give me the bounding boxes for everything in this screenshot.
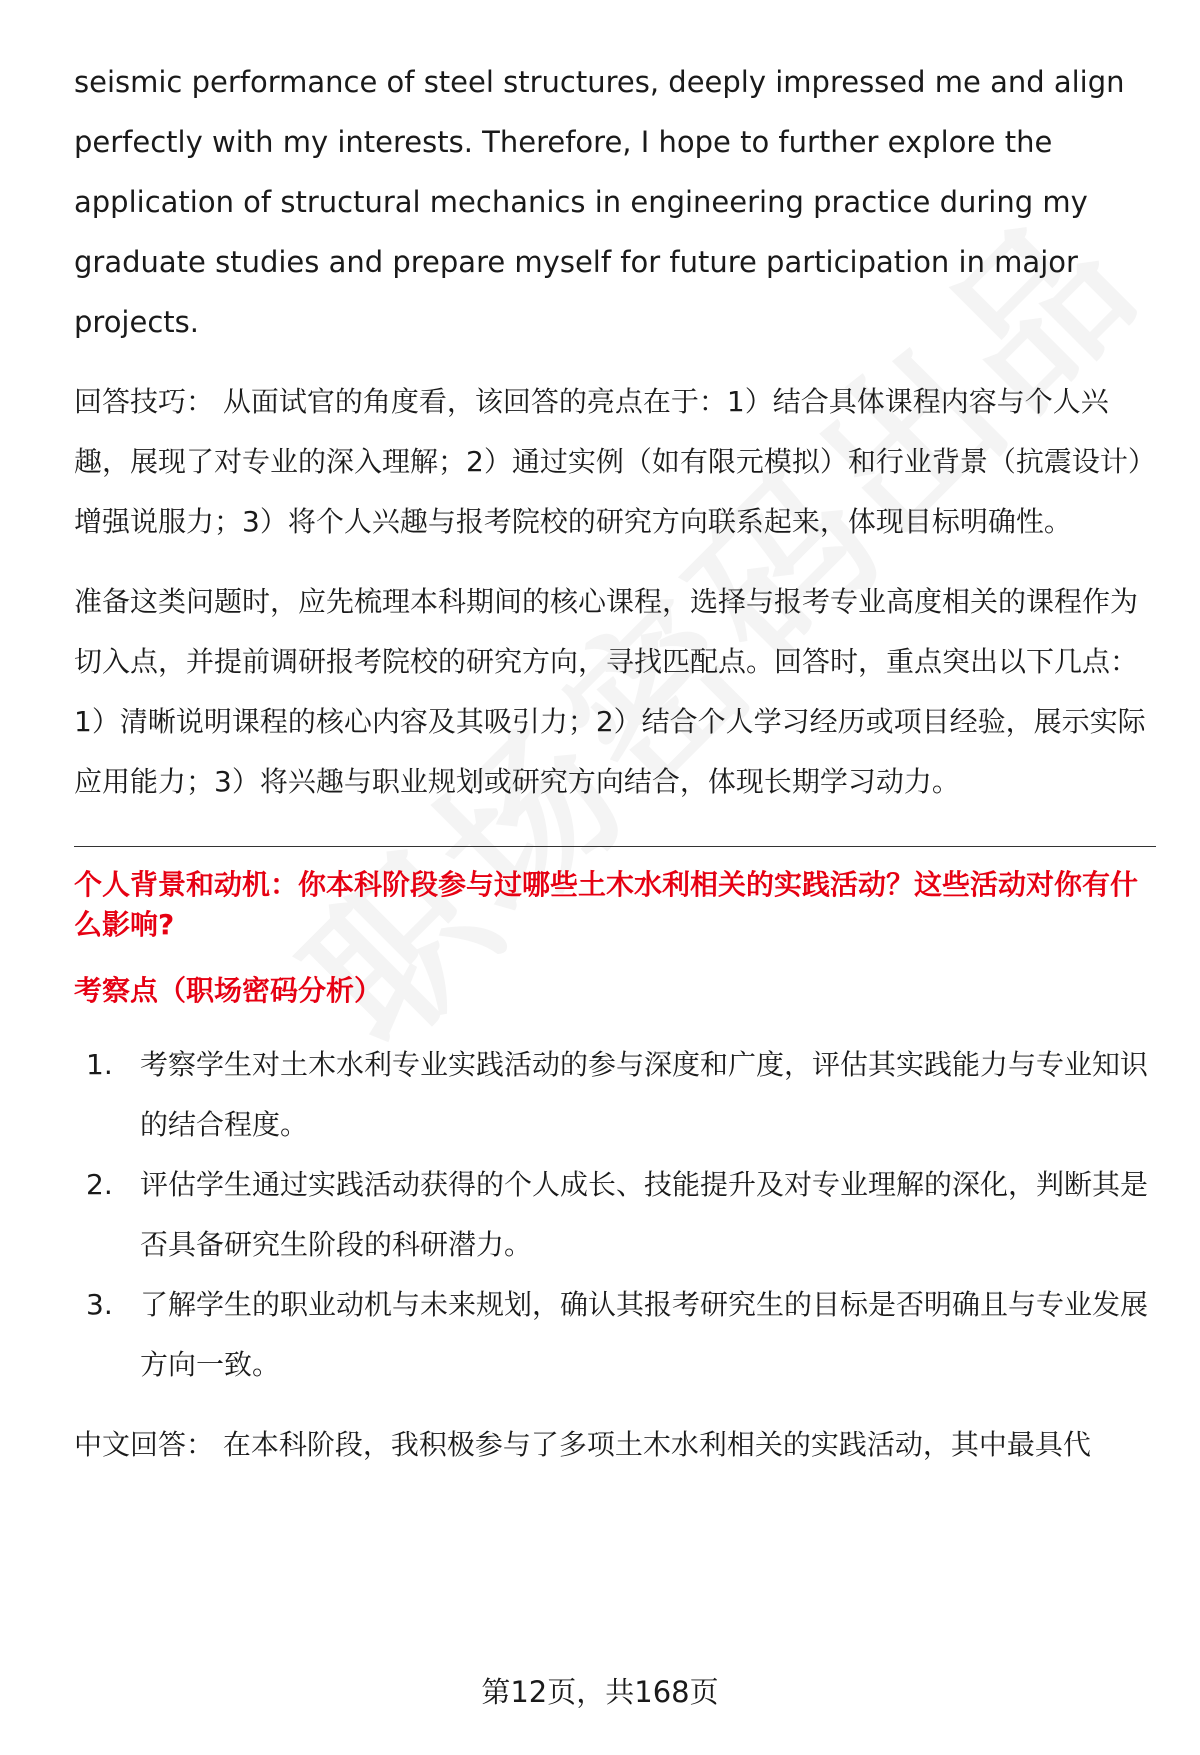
analysis-heading: 考察点（职场密码分析） (74, 974, 383, 1007)
list-item-number: 3. (86, 1288, 113, 1321)
list-item-text: 评估学生通过实践活动获得的个人成长、技能提升及对专业理解的深化，判断其是否具备研究生阶段的科研潜力。 (140, 1168, 1149, 1261)
list-item (74, 1275, 1154, 1395)
analysis-list (74, 1035, 1154, 1395)
list-item-text: 考察学生对土木水利专业实践活动的参与深度和广度，评估其实践能力与专业知识的结合程度。 (140, 1048, 1149, 1141)
question-heading: 个人背景和动机：你本科阶段参与过哪些土木水利相关的实践活动？这些活动对你有什么影响? (74, 868, 1139, 941)
preparation-advice-paragraph: 准备这类问题时，应先梳理本科期间的核心课程，选择与报考专业高度相关的课程作为切入点，并提前调研报考院校的研究方向，寻找匹配点。回答时，重点突出以下几点：1）清晰说明课程的核心内容及其吸引力；2）结合个人学习经历或项目经验，展示实际应用能力；3）将兴趣与职业规划或研究方向结合，体现长期学习动力。 (74, 585, 1146, 798)
list-item-number: 1. (86, 1048, 113, 1081)
list-item-text: 了解学生的职业动机与未来规划，确认其报考研究生的目标是否明确且与专业发展方向一致。 (140, 1288, 1149, 1381)
page-content (74, 52, 1154, 1475)
section-divider (74, 846, 1156, 847)
page-number-footer: 第12页，共168页 (481, 1675, 719, 1709)
english-answer-paragraph: seismic performance of steel structures, deeply impressed me and align perfectly with my interests. Therefore, I hope to further explore the application of structural mechanics in engineering practice during my graduate studies and prepare myself for future participation in major projects. (74, 65, 1125, 339)
chinese-answer-start: 中文回答： 在本科阶段，我积极参与了多项土木水利相关的实践活动，其中最具代 (74, 1428, 1091, 1461)
list-item-number: 2. (86, 1168, 113, 1201)
list-item (74, 1155, 1154, 1275)
answer-tips-paragraph: 回答技巧： 从面试官的角度看，该回答的亮点在于：1）结合具体课程内容与个人兴趣，展现了对专业的深入理解；2）通过实例（如有限元模拟）和行业背景（抗震设计）增强说服力；3）将个人兴趣与报考院校的研究方向联系起来，体现目标明确性。 (74, 385, 1142, 538)
list-item (74, 1035, 1154, 1155)
